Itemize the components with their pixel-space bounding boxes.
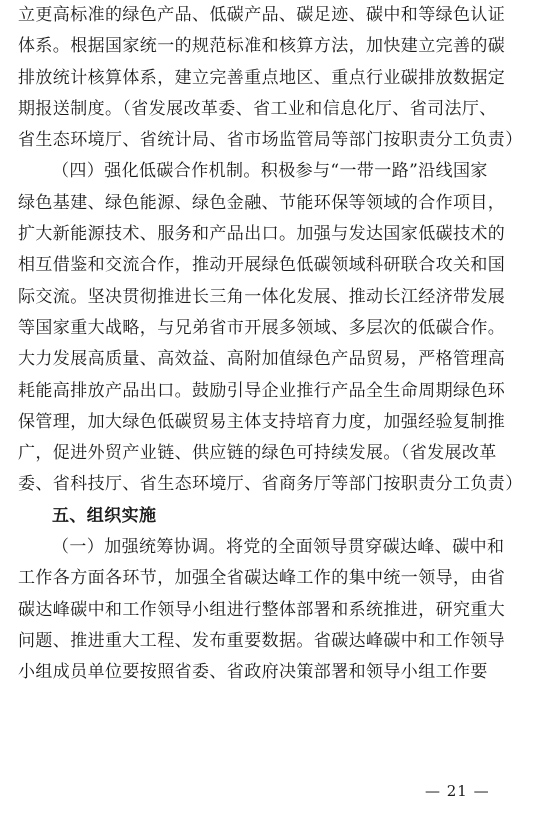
text-line: 工作各方面各环节，加强全省碳达峰工作的集中统一领导，由省 <box>18 568 506 589</box>
paragraph-start-line: （四）强化低碳合作机制。积极参与“一带一路”沿线国家 <box>52 161 488 182</box>
text-line: 广，促进外贸产业链、供应链的绿色可持续发展。（省发展改革 <box>18 443 497 464</box>
text-line: 大力发展高质量、高效益、高附加值绿色产品贸易，严格管理高 <box>18 349 506 370</box>
text-line: 际交流。坚决贯彻推进长三角一体化发展、推动长江经济带发展 <box>18 286 506 307</box>
text-line: 体系。根据国家统一的规范标准和核算方法，加快建立完善的碳 <box>18 36 506 57</box>
text-line: 省生态环境厅、省统计局、省市场监管局等部门按职责分工负责） <box>18 130 523 151</box>
text-line: 排放统计核算体系，建立完善重点地区、重点行业碳排放数据定 <box>18 67 506 88</box>
text-line: 小组成员单位要按照省委、省政府决策部署和领导小组工作要 <box>18 662 488 683</box>
text-line: 立更高标准的绿色产品、低碳产品、碳足迹、碳中和等绿色认证 <box>18 5 506 25</box>
text-line: 扩大新能源技术、服务和产品出口。加强与发达国家低碳技术的 <box>18 224 506 245</box>
text-line: 保管理，加大绿色低碳贸易主体支持培育力度，加强经验复制推 <box>18 411 506 432</box>
text-line: 绿色基建、绿色能源、绿色金融、节能环保等领域的合作项目， <box>18 192 506 213</box>
document-page <box>18 0 538 689</box>
text-line: 碳达峰碳中和工作领导小组进行整体部署和系统推进，研究重大 <box>18 599 506 620</box>
paragraph-start-line: （一）加强统筹协调。将党的全面领导贯穿碳达峰、碳中和 <box>52 537 505 558</box>
page-number: — 21 — <box>425 782 490 800</box>
section-heading: 五、组织实施 <box>52 505 157 526</box>
text-line: 等国家重大战略，与兄弟省市开展多领域、多层次的低碳合作。 <box>18 317 506 338</box>
text-line: 相互借鉴和交流合作，推动开展绿色低碳领域科研联合攻关和国 <box>18 255 506 276</box>
text-line: 期报送制度。（省发展改革委、省工业和信息化厅、省司法厅、 <box>18 98 497 119</box>
text-line: 委、省科技厅、省生态环境厅、省商务厅等部门按职责分工负责） <box>18 474 523 495</box>
text-line: 耗能高排放产品出口。鼓励引导企业推行产品全生命周期绿色环 <box>18 380 506 401</box>
text-line: 问题、推进重大工程、发布重要数据。省碳达峰碳中和工作领导 <box>18 630 506 651</box>
